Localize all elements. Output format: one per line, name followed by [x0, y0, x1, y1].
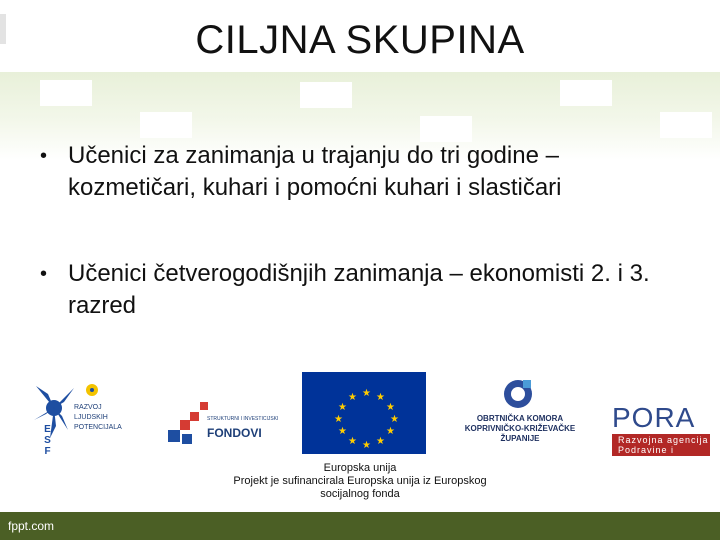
caption-line3: socijalnog fonda	[320, 488, 400, 500]
slide-title: CILJNA SKUPINA	[195, 18, 525, 62]
esf-letters: ESF	[42, 424, 53, 457]
svg-text:★: ★	[338, 402, 347, 413]
bullet-item	[40, 140, 690, 204]
obrt-line1: OBRTNIČKA KOMORA	[476, 414, 564, 423]
esf-line1: RAZVOJ	[74, 404, 102, 411]
fondovi-name: FONDOVI	[207, 426, 262, 440]
bullet-text: Učenici za zanimanja u trajanju do tri godine – kozmetičari, kuhari i pomoćni kuhari i slastičari	[68, 142, 562, 201]
obrtnicka-komora-logo	[452, 372, 588, 458]
pora-line1: Razvojna agencija	[618, 435, 709, 445]
eu-caption	[214, 462, 506, 501]
svg-text:★: ★	[390, 414, 399, 425]
bullet-icon: •	[40, 263, 48, 285]
esf-line3: POTENCIJALA	[74, 424, 122, 431]
bullet-icon: •	[40, 145, 48, 167]
svg-text:★: ★	[348, 392, 357, 403]
svg-text:★: ★	[386, 402, 395, 413]
pora-line2: Podravine i Prigorja	[618, 445, 675, 465]
pora-red-band	[612, 434, 710, 465]
eu-stars-icon	[302, 372, 426, 454]
footer-brand: fppt.com	[8, 519, 55, 533]
caption-line2: Projekt je sufinancirala Europska unija iz Europskog	[233, 475, 487, 487]
svg-text:★: ★	[362, 388, 371, 399]
footer-bar	[0, 512, 720, 540]
svg-text:★: ★	[386, 426, 395, 437]
bullet-text: Učenici četverogodišnjih zanimanja – ekonomisti 2. i 3. razred	[68, 260, 650, 319]
bullet-item	[40, 258, 690, 322]
obrt-emblem-icon	[452, 372, 588, 412]
obrt-line2: KOPRIVNIČKO-KRIŽEVAČKE	[464, 424, 576, 433]
bullet-list	[40, 140, 690, 376]
esf-logo	[28, 372, 128, 458]
fondovi-subtitle: STRUKTURNI I INVESTICIJSKI	[207, 416, 279, 422]
esf-line2: LJUDSKIH	[74, 414, 108, 421]
caption-line1: Europska unija	[323, 462, 397, 474]
svg-text:★: ★	[338, 426, 347, 437]
obrt-text-block	[460, 414, 580, 444]
svg-text:★: ★	[376, 436, 385, 447]
obrt-line3: ŽUPANIJE	[500, 434, 540, 443]
pora-logo	[608, 372, 714, 465]
pora-name: PORA	[612, 402, 696, 433]
svg-text:★: ★	[348, 436, 357, 447]
eu-flag	[302, 372, 426, 454]
fondovi-squares-icon	[160, 372, 282, 458]
svg-text:★: ★	[362, 440, 371, 451]
svg-text:★: ★	[334, 414, 343, 425]
fondovi-logo	[160, 372, 282, 458]
svg-text:★: ★	[376, 392, 385, 403]
